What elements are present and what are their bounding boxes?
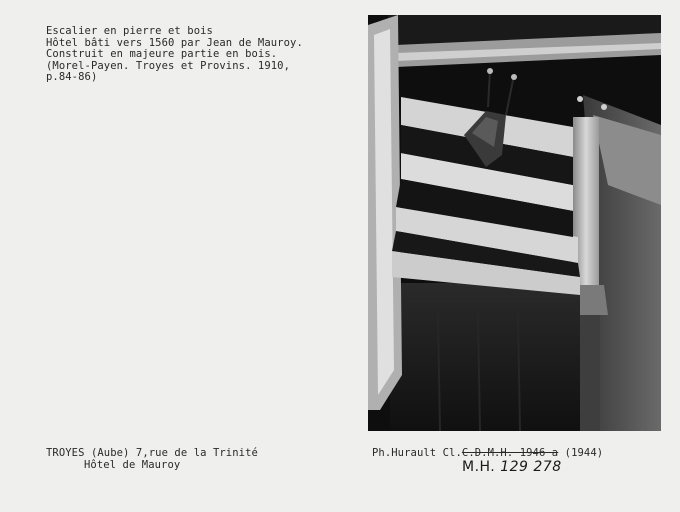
inventory-number: [462, 459, 562, 475]
location-label: [46, 448, 258, 471]
staircase-photograph: [368, 15, 661, 431]
photo-credit: [372, 448, 603, 460]
caption-line: (Morel-Payen. Troyes et Provins. 1910,: [46, 59, 291, 72]
inventory-value: 129 278: [500, 459, 562, 475]
caption-line: Construit en majeure partie en bois.: [46, 48, 278, 60]
location-address: TROYES (Aube) 7,rue de la Trinité: [46, 447, 258, 459]
location-building: Hôtel de Mauroy: [84, 458, 181, 471]
credit-struck-reference: C.D.M.H. 1946 a: [461, 447, 559, 459]
inventory-prefix: M.H.: [462, 459, 496, 475]
caption-line: Escalier en pierre et bois: [46, 25, 213, 37]
caption-line: Hôtel bâti vers 1560 par Jean de Mauroy.: [46, 36, 303, 49]
credit-photographer: Ph.Hurault Cl.: [372, 447, 462, 459]
caption-line: p.84-86): [46, 71, 98, 83]
credit-year: (1944): [558, 447, 604, 459]
photo-caption: [46, 26, 303, 84]
